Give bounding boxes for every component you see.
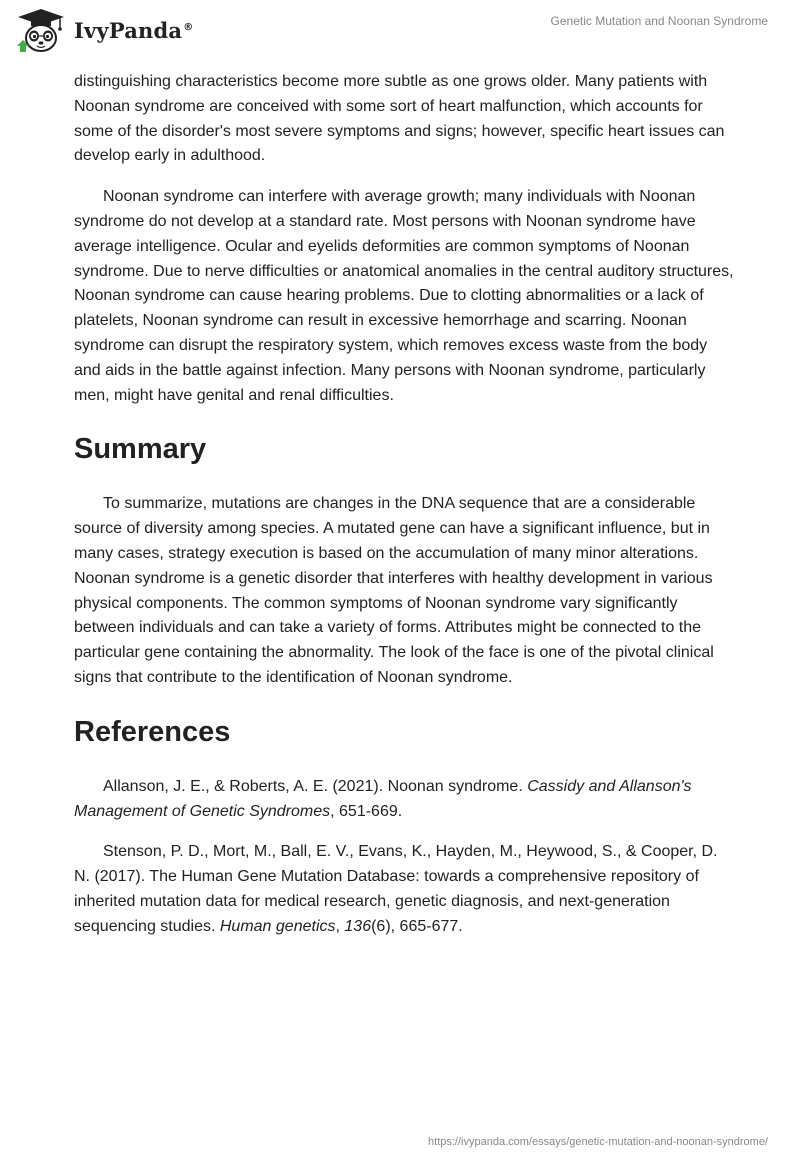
source-url[interactable]: https://ivypanda.com/essays/genetic-mutation-and-noonan-syndrome/ <box>428 1136 768 1148</box>
reference-text: Stenson, P. D., Mort, M., Ball, E. V., Evans, K., Hayden, M., Heywood, S., & Cooper, D. N. (2017). The Human Gene Mutation Database: towards a comprehensive repository of inherited mutation data for medical research, genetic diagnosis, and next-generation sequencing studies. <box>74 843 718 935</box>
page-header <box>0 0 800 60</box>
references-heading: References <box>74 715 231 748</box>
reference-item <box>74 775 734 825</box>
brand-name-text: IvyPanda <box>74 17 183 43</box>
paragraph-continued: distinguishing characteristics become more subtle as one grows older. Many patients with Noonan syndrome are conceived with some sort of heart malfunction, which accounts for some of the disorder's most severe symptoms and signs; however, specific heart issues can develop early in adulthood. <box>74 73 725 165</box>
reference-text: Allanson, J. E., & Roberts, A. E. (2021). Noonan syndrome. <box>103 777 528 795</box>
reference-separator: , <box>335 917 345 935</box>
panda-mascot-icon <box>14 6 68 54</box>
brand-name <box>74 18 193 43</box>
running-title: Genetic Mutation and Noonan Syndrome <box>550 14 768 28</box>
paragraph-growth: Noonan syndrome can interfere with average growth; many individuals with Noonan syndrome do not develop at a standard rate. Most persons with Noonan syndrome have average intelligence. Ocular and eyelids deformities are common symptoms of Noonan syndrome. Due to nerve difficulties or anatomical anomalies in the central auditory structures, Noonan syndrome can cause hearing problems. Due to clotting abnormalities or a lack of platelets, Noonan syndrome can result in excessive hemorrhage and scarring. Noonan syndrome can disrupt the respiratory system, which removes excess waste from the body and aids in the battle against infection. Many persons with Noonan syndrome, particularly men, might have genital and renal difficulties. <box>74 188 734 404</box>
reference-source-title: Cassidy and Allanson's Management of Genetic Syndromes <box>74 777 692 820</box>
registered-mark: ® <box>183 21 194 33</box>
reference-pages: , 651-669. <box>330 802 403 820</box>
summary-heading: Summary <box>74 433 207 466</box>
document-body <box>74 70 734 940</box>
summary-paragraph: To summarize, mutations are changes in the DNA sequence that are a considerable source of diversity among species. A mutated gene can have a significant influence, but in many cases, strategy execution is based on the accumulation of many minor alterations. Noonan syndrome is a genetic disorder that interferes with healthy development in various physical components. The common symptoms of Noonan syndrome vary significantly between individuals and can take a variety of forms. Attributes might be connected to the particular gene containing the abnormality. The look of the face is one of the pivotal clinical signs that contribute to the identification of Noonan syndrome. <box>74 495 714 686</box>
brand-logo[interactable] <box>14 6 193 54</box>
reference-volume: 136 <box>344 917 372 935</box>
reference-pages: (6), 665-677. <box>371 917 463 935</box>
reference-journal-title: Human genetics <box>219 917 336 935</box>
reference-item <box>74 840 734 939</box>
